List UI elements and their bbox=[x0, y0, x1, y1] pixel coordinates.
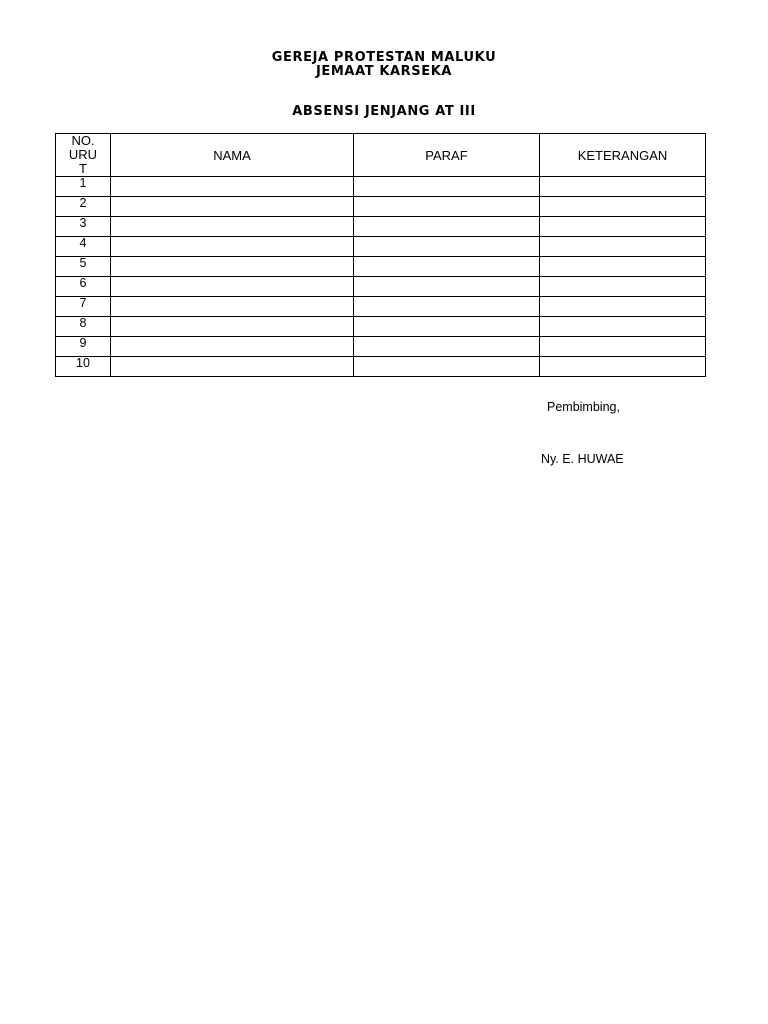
table-row bbox=[56, 177, 706, 197]
row-number-cell: 6 bbox=[56, 277, 111, 297]
paraf-cell bbox=[354, 197, 540, 217]
row-number-cell: 3 bbox=[56, 217, 111, 237]
keterangan-cell bbox=[540, 337, 706, 357]
paraf-cell bbox=[354, 357, 540, 377]
table-row bbox=[56, 257, 706, 277]
keterangan-cell bbox=[540, 297, 706, 317]
row-number-cell: 10 bbox=[56, 357, 111, 377]
column-header-no-line-2: URU bbox=[68, 147, 98, 162]
row-number-cell: 7 bbox=[56, 297, 111, 317]
signature-role: Pembimbing, bbox=[547, 400, 620, 414]
paraf-cell bbox=[354, 177, 540, 197]
table-header-row bbox=[56, 134, 706, 177]
paraf-cell bbox=[354, 297, 540, 317]
row-number-cell: 8 bbox=[56, 317, 111, 337]
keterangan-cell bbox=[540, 237, 706, 257]
attendance-table bbox=[55, 133, 706, 377]
row-number-cell: 9 bbox=[56, 337, 111, 357]
column-header-nama: NAMA bbox=[111, 134, 354, 177]
keterangan-cell bbox=[540, 357, 706, 377]
nama-cell bbox=[111, 277, 354, 297]
nama-cell bbox=[111, 317, 354, 337]
keterangan-cell bbox=[540, 277, 706, 297]
table-row bbox=[56, 217, 706, 237]
table-row bbox=[56, 197, 706, 217]
nama-cell bbox=[111, 177, 354, 197]
row-number-cell: 2 bbox=[56, 197, 111, 217]
table-row bbox=[56, 357, 706, 377]
nama-cell bbox=[111, 237, 354, 257]
column-header-keterangan: KETERANGAN bbox=[540, 134, 706, 177]
paraf-cell bbox=[354, 337, 540, 357]
keterangan-cell bbox=[540, 177, 706, 197]
paraf-cell bbox=[354, 317, 540, 337]
column-header-no-line-1: NO. bbox=[71, 133, 95, 148]
nama-cell bbox=[111, 197, 354, 217]
keterangan-cell bbox=[540, 257, 706, 277]
table-row bbox=[56, 337, 706, 357]
keterangan-cell bbox=[540, 197, 706, 217]
paraf-cell bbox=[354, 257, 540, 277]
nama-cell bbox=[111, 217, 354, 237]
nama-cell bbox=[111, 357, 354, 377]
paraf-cell bbox=[354, 277, 540, 297]
nama-cell bbox=[111, 337, 354, 357]
table-row bbox=[56, 277, 706, 297]
keterangan-cell bbox=[540, 217, 706, 237]
table-row bbox=[56, 297, 706, 317]
table-row bbox=[56, 237, 706, 257]
signature-name: Ny. E. HUWAE bbox=[541, 452, 624, 466]
column-header-no-urut bbox=[56, 134, 111, 177]
row-number-cell: 1 bbox=[56, 177, 111, 197]
row-number-cell: 4 bbox=[56, 237, 111, 257]
congregation-title: JEMAAT KARSEKA bbox=[315, 64, 453, 79]
table-body bbox=[56, 177, 706, 377]
nama-cell bbox=[111, 257, 354, 277]
table-row bbox=[56, 317, 706, 337]
organization-title: GEREJA PROTESTAN MALUKU bbox=[271, 50, 497, 65]
row-number-cell: 5 bbox=[56, 257, 111, 277]
column-header-no-line-3: T bbox=[79, 161, 87, 176]
keterangan-cell bbox=[540, 317, 706, 337]
paraf-cell bbox=[354, 237, 540, 257]
nama-cell bbox=[111, 297, 354, 317]
document-title: ABSENSI JENJANG AT III bbox=[292, 104, 476, 119]
column-header-paraf: PARAF bbox=[354, 134, 540, 177]
paraf-cell bbox=[354, 217, 540, 237]
